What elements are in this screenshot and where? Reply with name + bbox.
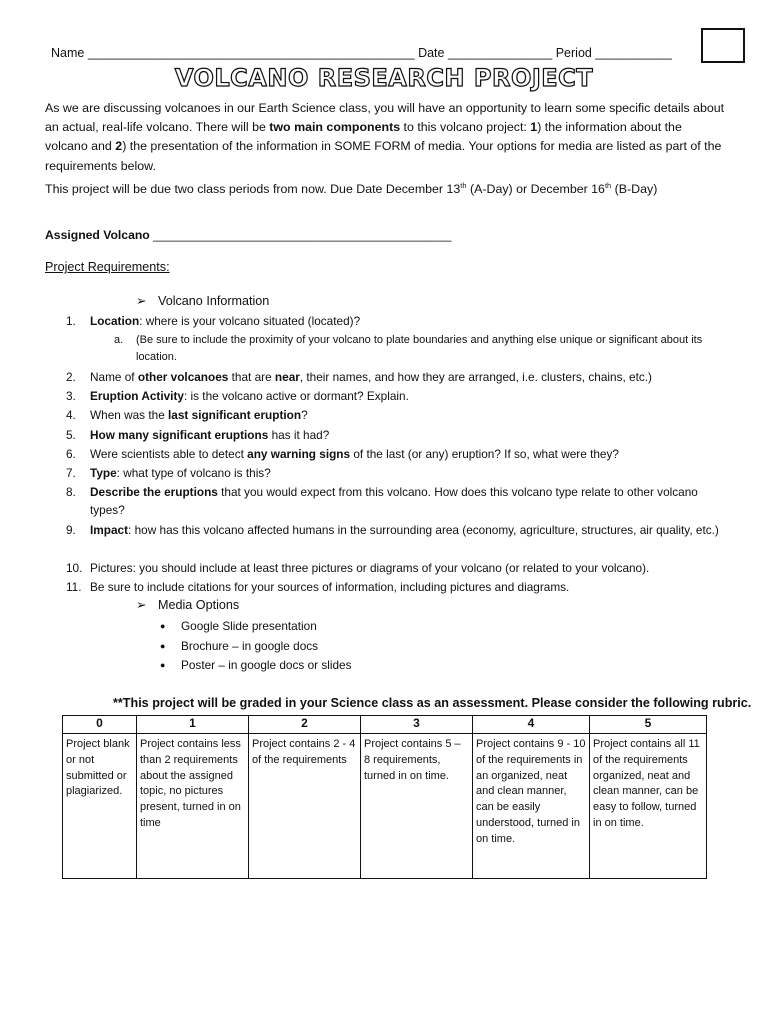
volcano-information-heading: ➢ Volcano Information	[136, 294, 270, 308]
table-row	[63, 734, 707, 879]
period-field[interactable]: ___________	[595, 46, 672, 60]
rubric-cell: Project contains 2 - 4 of the requirements	[249, 734, 361, 879]
rubric-cell: Project contains all 11 of the requirements organized, neat and clean manner, can be easy to follow, turned in on time.	[590, 734, 707, 879]
list-item: ● Brochure – in google docs	[160, 639, 319, 653]
media-options-heading: ➢ Media Options	[136, 598, 240, 612]
date-label: Date	[418, 46, 445, 60]
rubric-header-cell: 1	[137, 716, 249, 734]
rubric-cell: Project contains 9 - 10 of the requirements in an organized, neat and clean manner, can be easily understood, turned in on time.	[473, 734, 590, 879]
list-item: ● Poster – in google docs or slides	[160, 658, 352, 672]
student-info-line	[51, 46, 691, 60]
rubric-cell: Project contains 5 – 8 requirements, turned in on time.	[361, 734, 473, 879]
page-title: VOLCANO RESEARCH PROJECT	[174, 64, 594, 92]
grading-note: **This project will be graded in your Science class as an assessment. Please consider the following rubric.	[113, 696, 752, 710]
rubric-header-cell: 0	[63, 716, 137, 734]
assigned-volcano-label: Assigned Volcano	[45, 228, 150, 242]
name-field[interactable]: _______________________________________________	[87, 46, 415, 60]
rubric-header-cell: 4	[473, 716, 590, 734]
rubric-header-cell: 5	[590, 716, 707, 734]
list-item: ● Google Slide presentation	[160, 619, 317, 633]
rubric-cell: Project contains less than 2 requirements about the assigned topic, no pictures present, turned in on time	[137, 734, 249, 879]
arrow-icon: ➢	[136, 598, 147, 612]
rubric-table	[62, 715, 707, 879]
intro-paragraph: As we are discussing volcanoes in our Earth Science class, you will have an opportunity to learn some specific details about an actual, real-life volcano. There will be two main components to this volcano project: 1) the information about the volcano and 2) the presentation of the information in SOME FORM of media. Your options for media are listed as part of the requirements below.	[45, 101, 725, 173]
rubric-header-cell: 3	[361, 716, 473, 734]
assigned-volcano	[45, 228, 451, 242]
bullet-icon: ●	[160, 641, 166, 651]
score-box[interactable]	[701, 28, 745, 63]
requirements-heading: Project Requirements:	[45, 260, 170, 274]
rubric-header-row	[63, 716, 707, 734]
due-date-paragraph: This project will be due two class periods from now. Due Date December 13th (A-Day) or December 16th (B-Day)	[45, 180, 658, 196]
date-field[interactable]: _______________	[447, 46, 553, 60]
rubric-cell: Project blank or not submitted or plagiarized.	[63, 734, 137, 879]
period-label: Period	[555, 46, 592, 60]
bullet-icon: ●	[160, 621, 166, 631]
arrow-icon: ➢	[136, 294, 147, 308]
bullet-icon: ●	[160, 660, 166, 670]
rubric-header-cell: 2	[249, 716, 361, 734]
assigned-volcano-field[interactable]: ____________________________________________	[153, 228, 452, 242]
intro-text	[45, 99, 725, 199]
name-label: Name	[51, 46, 85, 60]
